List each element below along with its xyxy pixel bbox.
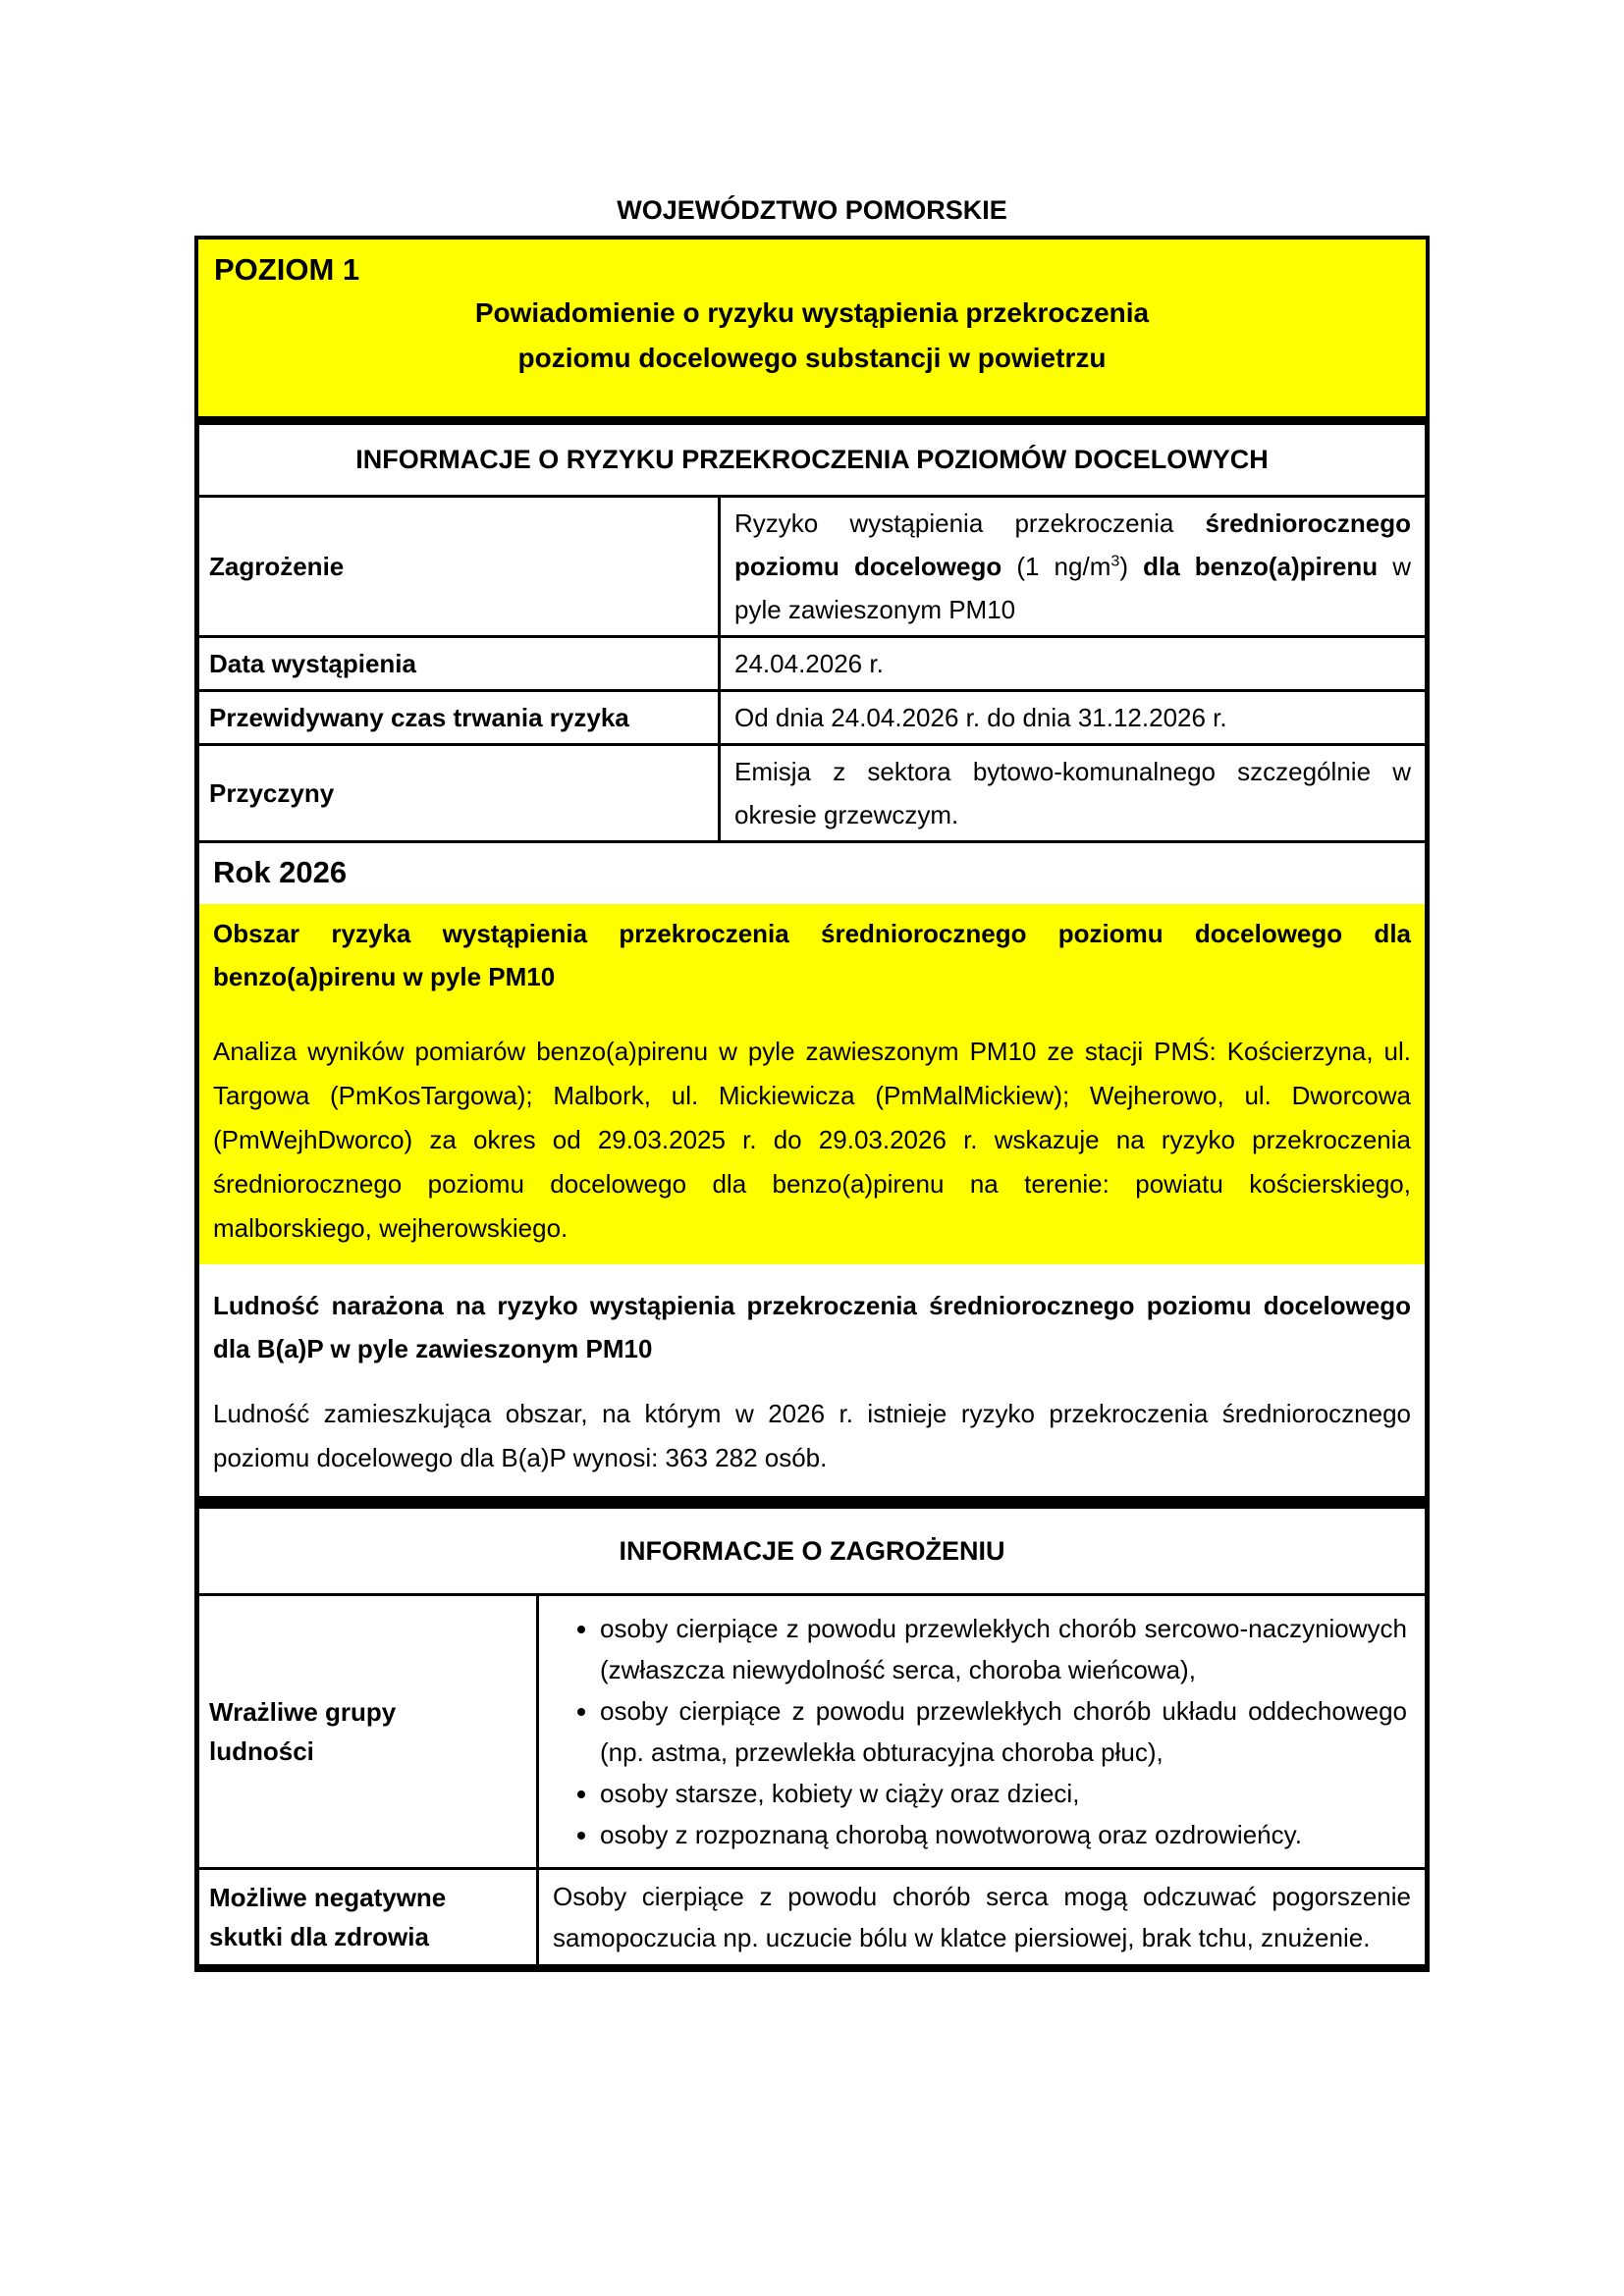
risk-label-data-wystapienia: Data wystąpienia xyxy=(197,637,720,691)
risk-label-czas-trwania: Przewidywany czas trwania ryzyka xyxy=(197,691,720,745)
risk-area-heading: Obszar ryzyka wystąpienia przekroczenia średniorocznego poziomu docelowego dla benzo(a)pirenu w pyle PM10 xyxy=(213,919,1411,991)
risk-row-rok-2026 xyxy=(197,842,1428,1501)
year-section-cell xyxy=(197,842,1428,1501)
exposed-population-heading: Ludność narażona na ryzyko wystąpienia przekroczenia średniorocznego poziomu docelowego dla B(a)P w pyle zawieszonym PM10 xyxy=(213,1291,1411,1363)
risk-value-zagrozenie: Ryzyko wystąpienia przekroczenia średniorocznego poziomu docelowego (1 $ng/m^3$) dla benzo(a)pirenu w pyle zawieszonym PM10 xyxy=(720,497,1428,637)
risk-label-przyczyny: Przyczyny xyxy=(197,745,720,842)
hazard-value-skutki-zdrowia: Osoby cierpiące z powodu chorób serca mogą odczuwać pogorszenie samopoczucia np. uczucie bólu w klatce piersiowej, brak tchu, znużenie. xyxy=(538,1869,1428,1969)
risk-table-header-row xyxy=(197,423,1428,497)
highlighted-risk-area-block xyxy=(199,904,1425,1264)
bullet-item: • osoby starsze, kobiety w ciąży oraz dzieci, xyxy=(600,1773,1407,1814)
alert-title-line1: Powiadomienie o ryzyku wystąpienia przekroczenia xyxy=(474,297,1150,328)
alert-title-line2: poziomu docelowego substancji w powietrzu xyxy=(517,343,1107,373)
sensitive-groups-list xyxy=(553,1602,1411,1861)
hazard-value-wrazliwe-grupy xyxy=(538,1595,1428,1869)
risk-row-zagrozenie xyxy=(197,497,1428,637)
alert-banner xyxy=(194,236,1430,420)
hazard-table-header: INFORMACJE O ZAGROŻENIU xyxy=(197,1507,1428,1595)
hazard-label-wrazliwe-grupy: Wrażliwe grupy ludności xyxy=(197,1595,538,1869)
bullet-item: • osoby cierpiące z powodu przewlekłych chorób układu oddechowego (np. astma, przewlekła obturacyjna choroba płuc), xyxy=(600,1690,1407,1773)
alert-level-label: POZIOM 1 xyxy=(214,252,360,287)
risk-row-przyczyny xyxy=(197,745,1428,842)
risk-row-data-wystapienia xyxy=(197,637,1428,691)
risk-info-table xyxy=(194,420,1430,1504)
year-heading: Rok 2026 xyxy=(213,855,348,889)
exposed-population-paragraph: Ludność zamieszkująca obszar, na którym w 2026 r. istnieje ryzyko przekroczenia średniorocznego poziomu docelowego dla B(a)P wynosi: 363 282 osób. xyxy=(213,1399,1411,1472)
hazard-row-wrazliwe-grupy xyxy=(197,1595,1428,1869)
risk-area-analysis-paragraph: Analiza wyników pomiarów benzo(a)pirenu w pyle zawieszonym PM10 ze stacji PMŚ: Kościerzyna, ul. Targowa (PmKosTargowa); Malbork, ul. Mickiewicza (PmMalMickiew); Wejherowo, ul. Dworcowa (PmWejhDworco) za okres od 29.03.2025 r. do 29.03.2026 r. wskazuje na ryzyko przekroczenia średniorocznego poziomu docelowego dla benzo(a)pirenu na terenie: powiatu kościerskiego, malborskiego, wejherowskiego. xyxy=(213,1037,1411,1243)
risk-value-data-wystapienia: 24.04.2026 r. xyxy=(720,637,1428,691)
bullet-item: • osoby z rozpoznaną chorobą nowotworową oraz ozdrowieńcy. xyxy=(600,1814,1407,1855)
risk-row-czas-trwania xyxy=(197,691,1428,745)
hazard-label-skutki-zdrowia: Możliwe negatywne skutki dla zdrowia xyxy=(197,1869,538,1969)
page-title: WOJEWÓDZTWO POMORSKIE xyxy=(617,195,1007,225)
risk-label-zagrozenie: Zagrożenie xyxy=(197,497,720,637)
bullet-item: • osoby cierpiące z powodu przewlekłych chorób sercowo-naczyniowych (zwłaszcza niewydolność serca, choroba wieńcowa), xyxy=(600,1608,1407,1690)
hazard-row-skutki-zdrowia xyxy=(197,1869,1428,1969)
risk-value-czas-trwania: Od dnia 24.04.2026 r. do dnia 31.12.2026 r. xyxy=(720,691,1428,745)
hazard-table-header-row xyxy=(197,1507,1428,1595)
risk-table-header: INFORMACJE O RYZYKU PRZEKROCZENIA POZIOMÓW DOCELOWYCH xyxy=(197,423,1428,497)
risk-value-przyczyny: Emisja z sektora bytowo-komunalnego szczególnie w okresie grzewczym. xyxy=(720,745,1428,842)
hazard-info-table xyxy=(194,1504,1430,1972)
